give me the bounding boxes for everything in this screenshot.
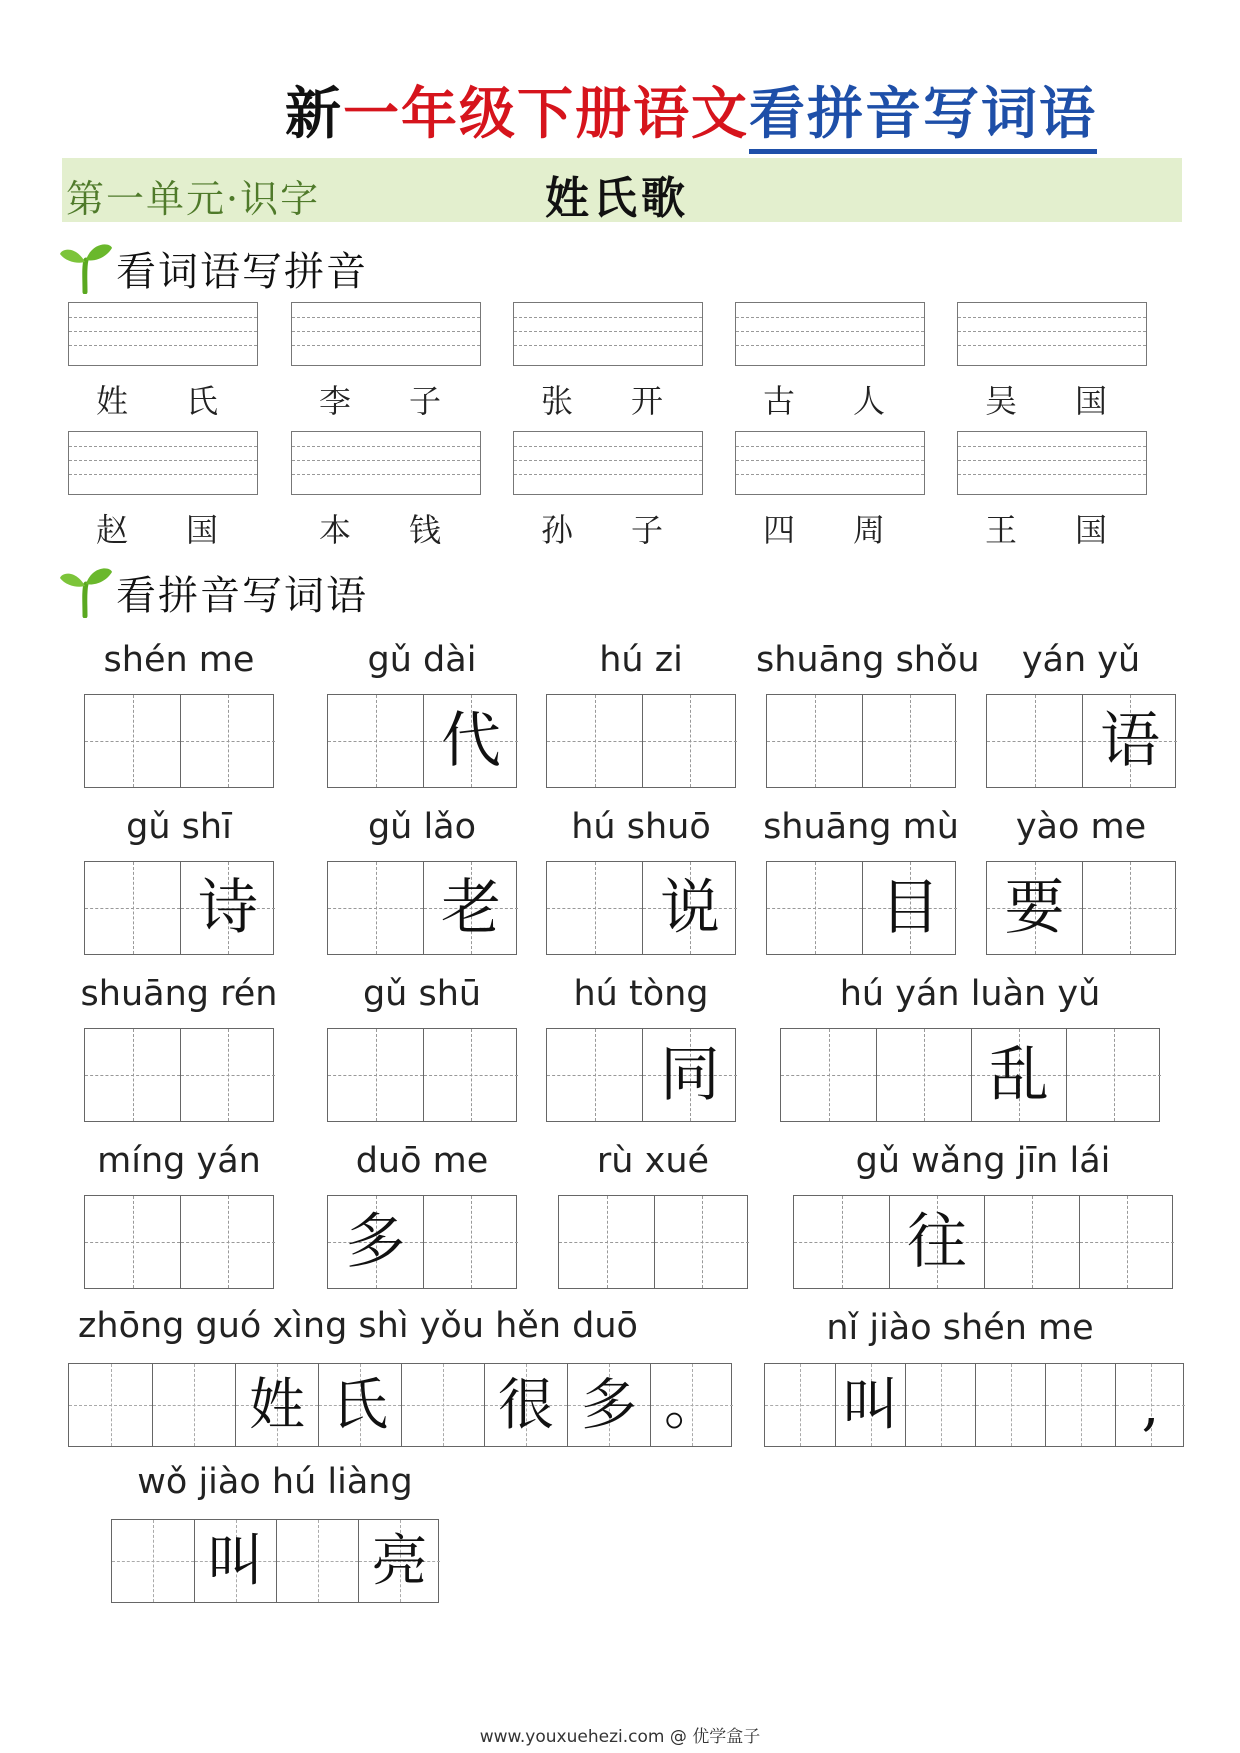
word-pair <box>291 505 481 549</box>
grid-cell[interactable] <box>889 1196 984 1288</box>
section1-heading <box>58 238 458 295</box>
grid-cell[interactable] <box>180 862 275 954</box>
grid-cell[interactable] <box>1115 1364 1185 1446</box>
given-character: 多 <box>345 1207 406 1277</box>
pinyin-label: gǔ shī <box>126 807 232 847</box>
pinyin-label: hú shuō <box>571 807 711 847</box>
pinyin-label: shuāng mù <box>763 807 959 847</box>
pinyin-label: yào me <box>1015 807 1147 847</box>
given-character: 要 <box>1004 873 1065 943</box>
pinyin-label: yán yǔ <box>1021 640 1141 680</box>
word-char: 子 <box>631 511 664 549</box>
section1-heading-text: 看词语写拼音 <box>116 249 368 295</box>
grid-cell[interactable] <box>862 862 957 954</box>
word-pair <box>957 376 1147 420</box>
word-pair <box>735 376 925 420</box>
grid-cell[interactable] <box>794 1196 889 1288</box>
word-char: 孙 <box>541 511 574 549</box>
word-char: 王 <box>985 511 1018 549</box>
character-grid[interactable] <box>766 694 956 788</box>
sprout-icon <box>58 562 114 618</box>
grid-cell[interactable] <box>180 695 275 787</box>
grid-cell[interactable] <box>85 695 180 787</box>
grid-cell[interactable] <box>1082 862 1177 954</box>
grid-cell[interactable] <box>862 695 957 787</box>
grid-cell[interactable] <box>547 1029 642 1121</box>
grid-cell[interactable] <box>112 1520 194 1602</box>
grid-cell[interactable] <box>835 1364 905 1446</box>
pinyin-answer-box[interactable] <box>513 431 703 495</box>
word-pair <box>68 376 258 420</box>
pinyin-label: shuāng rén <box>80 974 278 1014</box>
given-character: 代 <box>441 706 501 776</box>
character-grid[interactable] <box>327 861 517 955</box>
grid-cell[interactable] <box>654 1196 749 1288</box>
title-grade: 一年级下册语文 <box>343 81 749 147</box>
pinyin-label: hú zi <box>599 640 683 680</box>
character-grid[interactable] <box>111 1519 439 1603</box>
pinyin-label: nǐ jiào shén me <box>826 1308 1094 1348</box>
section2-heading-text: 看拼音写词语 <box>116 573 368 619</box>
grid-cell[interactable] <box>1045 1364 1115 1446</box>
grid-cell[interactable] <box>1066 1029 1161 1121</box>
grid-cell[interactable] <box>650 1364 733 1446</box>
given-character: , <box>1141 1373 1160 1438</box>
grid-cell[interactable] <box>975 1364 1045 1446</box>
word-char: 本 <box>319 511 352 549</box>
given-character: 往 <box>907 1207 967 1277</box>
pinyin-label: wǒ jiào hú liàng <box>137 1462 413 1502</box>
page-title <box>285 70 1097 150</box>
grid-cell[interactable] <box>765 1364 835 1446</box>
sprout-icon <box>58 238 114 294</box>
character-grid[interactable] <box>327 1028 517 1122</box>
pinyin-answer-box[interactable] <box>291 302 481 366</box>
pinyin-answer-box[interactable] <box>735 431 925 495</box>
character-grid[interactable] <box>84 861 274 955</box>
pinyin-label: hú tòng <box>573 974 709 1014</box>
word-pair <box>513 505 703 549</box>
grid-cell[interactable] <box>328 695 423 787</box>
given-character: 氏 <box>332 1373 388 1438</box>
grid-cell[interactable] <box>423 1196 518 1288</box>
grid-cell[interactable] <box>781 1029 876 1121</box>
grid-cell[interactable] <box>85 862 180 954</box>
grid-cell[interactable] <box>642 695 737 787</box>
grid-cell[interactable] <box>971 1029 1066 1121</box>
grid-cell[interactable] <box>559 1196 654 1288</box>
character-grid[interactable] <box>327 1195 517 1289</box>
word-char: 张 <box>541 382 574 420</box>
given-character: 亮 <box>371 1529 428 1594</box>
pinyin-label: shuāng shǒu <box>756 640 980 680</box>
grid-cell[interactable] <box>423 862 518 954</box>
given-character: 语 <box>1100 706 1160 776</box>
title-topic: 看拼音写词语 <box>749 81 1097 154</box>
grid-cell[interactable] <box>1079 1196 1174 1288</box>
grid-cell[interactable] <box>642 1029 737 1121</box>
lesson-title: 姓氏歌 <box>545 173 689 224</box>
grid-cell[interactable] <box>547 862 642 954</box>
word-char: 开 <box>631 382 664 420</box>
grid-cell[interactable] <box>358 1520 440 1602</box>
grid-cell[interactable] <box>567 1364 650 1446</box>
grid-cell[interactable] <box>767 862 862 954</box>
grid-cell[interactable] <box>987 862 1082 954</box>
grid-cell[interactable] <box>194 1520 276 1602</box>
character-grid[interactable] <box>546 694 736 788</box>
character-grid[interactable] <box>84 694 274 788</box>
unit-label: 第一单元·识字 <box>66 177 321 221</box>
given-character: 目 <box>880 873 940 943</box>
pinyin-label: gǔ lǎo <box>367 807 477 847</box>
word-char: 吴 <box>985 382 1018 420</box>
word-char: 李 <box>319 382 352 420</box>
grid-cell[interactable] <box>276 1520 358 1602</box>
pinyin-label: shén me <box>103 640 255 680</box>
grid-cell[interactable] <box>318 1364 401 1446</box>
grid-cell[interactable] <box>69 1364 152 1446</box>
word-char: 国 <box>186 511 219 549</box>
given-character: 同 <box>660 1040 720 1110</box>
grid-cell[interactable] <box>235 1364 318 1446</box>
word-char: 周 <box>853 511 886 549</box>
grid-cell[interactable] <box>642 862 737 954</box>
given-character: 很 <box>498 1373 554 1438</box>
grid-cell[interactable] <box>401 1364 484 1446</box>
given-character: 说 <box>660 873 720 943</box>
word-char: 钱 <box>409 511 442 549</box>
pinyin-label: gǔ dài <box>367 640 477 680</box>
word-pair <box>957 505 1147 549</box>
grid-cell[interactable] <box>905 1364 975 1446</box>
section2-heading <box>58 562 458 619</box>
given-character: 叫 <box>842 1373 899 1438</box>
pinyin-label: gǔ wǎng jīn lái <box>855 1141 1111 1181</box>
pinyin-label: zhōng guó xìng shì yǒu hěn duō <box>78 1306 638 1346</box>
given-character: 诗 <box>198 873 258 943</box>
character-grid[interactable] <box>986 694 1176 788</box>
pinyin-answer-box[interactable] <box>68 431 258 495</box>
character-grid[interactable] <box>780 1028 1160 1122</box>
character-grid[interactable] <box>766 861 956 955</box>
word-pair <box>68 505 258 549</box>
grid-cell[interactable] <box>987 695 1082 787</box>
word-char: 子 <box>409 382 442 420</box>
word-char: 四 <box>763 511 796 549</box>
grid-cell[interactable] <box>328 1029 423 1121</box>
character-grid[interactable] <box>986 861 1176 955</box>
grid-cell[interactable] <box>328 1196 423 1288</box>
grid-cell[interactable] <box>85 1196 180 1288</box>
pinyin-answer-box[interactable] <box>513 302 703 366</box>
grid-cell[interactable] <box>876 1029 971 1121</box>
pinyin-label: hú yán luàn yǔ <box>839 974 1101 1014</box>
word-char: 古 <box>763 382 796 420</box>
pinyin-label: míng yán <box>97 1141 261 1181</box>
grid-cell[interactable] <box>484 1364 567 1446</box>
grid-cell[interactable] <box>767 695 862 787</box>
character-grid[interactable] <box>68 1363 732 1447</box>
pinyin-label: duō me <box>355 1141 489 1181</box>
word-pair <box>291 376 481 420</box>
pinyin-label: gǔ shū <box>362 974 482 1014</box>
character-grid[interactable] <box>793 1195 1173 1289</box>
grid-cell[interactable] <box>152 1364 235 1446</box>
character-grid[interactable] <box>84 1195 274 1289</box>
pinyin-answer-box[interactable] <box>291 431 481 495</box>
grid-cell[interactable] <box>85 1029 180 1121</box>
given-character: 姓 <box>249 1373 305 1438</box>
character-grid[interactable] <box>84 1028 274 1122</box>
given-character: 。 <box>664 1373 720 1438</box>
character-grid[interactable] <box>558 1195 748 1289</box>
given-character: 叫 <box>207 1529 264 1594</box>
character-grid[interactable] <box>764 1363 1184 1447</box>
word-char: 国 <box>1075 511 1108 549</box>
pinyin-answer-box[interactable] <box>957 431 1147 495</box>
grid-cell[interactable] <box>984 1196 1079 1288</box>
pinyin-answer-box[interactable] <box>957 302 1147 366</box>
word-char: 赵 <box>96 511 129 549</box>
given-character: 多 <box>581 1373 637 1438</box>
pinyin-answer-box[interactable] <box>68 302 258 366</box>
grid-cell[interactable] <box>1082 695 1177 787</box>
word-char: 人 <box>853 382 886 420</box>
footer-watermark: www.youxuehezi.com @ 优学盒子 <box>479 1727 761 1747</box>
character-grid[interactable] <box>546 1028 736 1122</box>
word-char: 国 <box>1075 382 1108 420</box>
grid-cell[interactable] <box>180 1196 275 1288</box>
pinyin-label: rù xué <box>596 1141 710 1181</box>
grid-cell[interactable] <box>547 695 642 787</box>
word-pair <box>513 376 703 420</box>
grid-cell[interactable] <box>328 862 423 954</box>
grid-cell[interactable] <box>423 695 518 787</box>
pinyin-answer-box[interactable] <box>735 302 925 366</box>
grid-cell[interactable] <box>180 1029 275 1121</box>
given-character: 乱 <box>989 1040 1049 1110</box>
given-character: 老 <box>441 873 501 943</box>
word-char: 氏 <box>186 382 219 420</box>
grid-cell[interactable] <box>423 1029 518 1121</box>
character-grid[interactable] <box>546 861 736 955</box>
title-prefix: 新 <box>285 81 343 147</box>
word-char: 姓 <box>96 382 129 420</box>
character-grid[interactable] <box>327 694 517 788</box>
word-pair <box>735 505 925 549</box>
